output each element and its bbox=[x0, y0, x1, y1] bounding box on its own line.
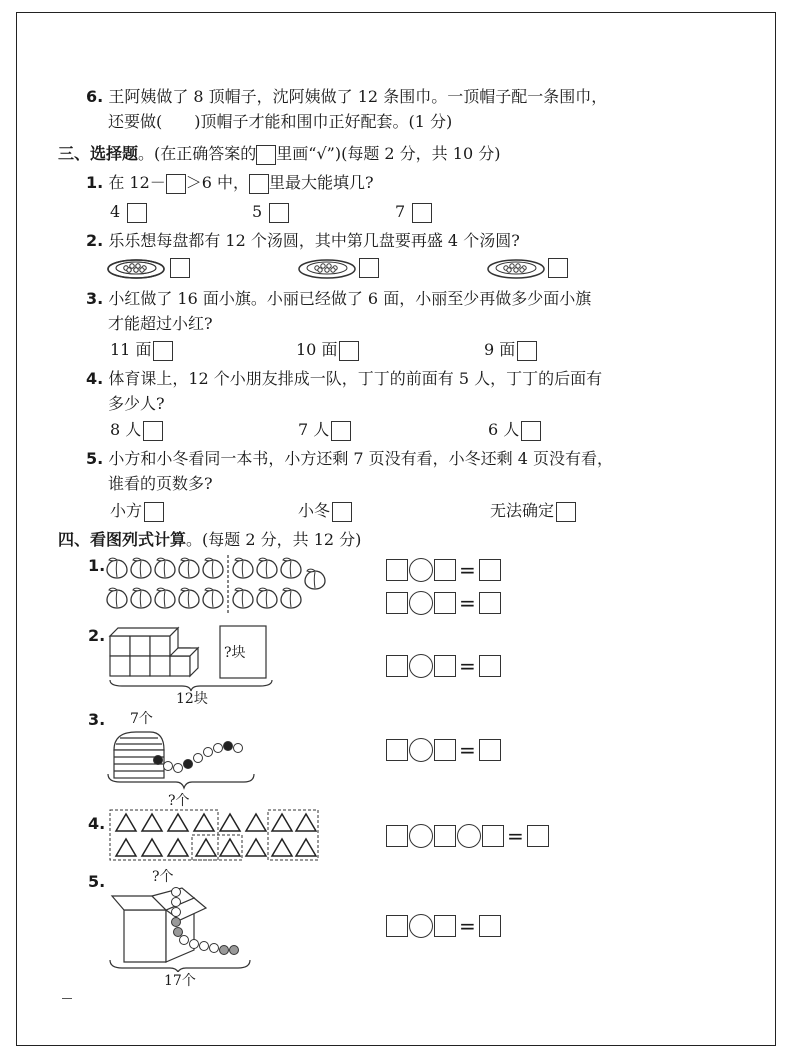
s3-q1-option-3 bbox=[395, 200, 432, 224]
option-label: 5 bbox=[252, 202, 263, 221]
equals-sign: = bbox=[507, 824, 524, 848]
answer-checkbox[interactable] bbox=[521, 421, 541, 441]
s4-q2-total-label: 12块 bbox=[176, 691, 208, 707]
answer-checkbox[interactable] bbox=[548, 258, 568, 278]
s4-q5-total-label: 17个 bbox=[164, 973, 196, 989]
operator-circle[interactable] bbox=[409, 824, 433, 848]
s3-q2-stem bbox=[86, 230, 520, 252]
s3-q5-line2: 谁看的页数多? bbox=[108, 474, 213, 493]
s4-q2-number: 2. bbox=[88, 626, 106, 645]
s4-q3-top-label: 7个 bbox=[130, 711, 153, 727]
s4-q5-equation bbox=[386, 914, 501, 938]
answer-box[interactable] bbox=[386, 655, 408, 677]
s4-q3-number: 3. bbox=[88, 710, 106, 729]
option-label: 无法确定 bbox=[490, 501, 555, 520]
s3-q1-text-c: 里最大能填几? bbox=[269, 173, 374, 192]
s3-q2-text: 乐乐想每盘都有 12 个汤圆，其中第几盘要再盛 4 个汤圆? bbox=[108, 231, 520, 250]
s3-q4-option-1 bbox=[110, 418, 163, 442]
blank-box bbox=[249, 174, 269, 194]
section4-note: 。(每题 2 分，共 12 分) bbox=[186, 530, 362, 549]
s4-q4-triangles-figure bbox=[108, 808, 326, 864]
s4-q5-top-label: ?个 bbox=[152, 869, 174, 885]
answer-checkbox[interactable] bbox=[127, 203, 147, 223]
section3-prefix: 三、 bbox=[58, 144, 91, 163]
s4-q5-number: 5. bbox=[88, 872, 106, 891]
option-label: 9 面 bbox=[484, 340, 516, 359]
s3-q5-option-1 bbox=[110, 499, 164, 523]
option-label: 6 人 bbox=[488, 420, 520, 439]
option-label: 10 面 bbox=[296, 340, 338, 359]
s3-q1-option-1 bbox=[110, 200, 147, 224]
answer-box[interactable] bbox=[386, 915, 408, 937]
equals-sign: = bbox=[459, 654, 476, 678]
s4-q5-box-figure bbox=[106, 880, 268, 972]
s3-q3-number: 3. bbox=[86, 289, 104, 308]
s3-q5-number: 5. bbox=[86, 449, 104, 468]
s4-q2-unknown-label: ?块 bbox=[224, 645, 246, 661]
s4-q3-box-figure bbox=[106, 724, 256, 790]
s3-q3-option-1 bbox=[110, 338, 173, 362]
answer-checkbox[interactable] bbox=[269, 203, 289, 223]
soup-plate-icon bbox=[486, 256, 548, 284]
operator-circle[interactable] bbox=[409, 558, 433, 582]
answer-box-sample bbox=[256, 145, 276, 165]
answer-box[interactable] bbox=[434, 592, 456, 614]
equals-sign: = bbox=[459, 738, 476, 762]
q6-number: 6. bbox=[86, 87, 104, 106]
q6-line1 bbox=[86, 86, 607, 108]
answer-checkbox[interactable] bbox=[517, 341, 537, 361]
section3-title: 选择题 bbox=[90, 144, 139, 163]
s4-q1-number: 1. bbox=[88, 556, 106, 575]
s3-q2-number: 2. bbox=[86, 231, 104, 250]
s4-q1-equation-1 bbox=[386, 558, 501, 582]
s3-q4-text-1: 体育课上，12 个小朋友排成一队，丁丁的前面有 5 人，丁丁的后面有 bbox=[108, 369, 603, 388]
answer-checkbox[interactable] bbox=[153, 341, 173, 361]
s3-q3-option-2 bbox=[296, 338, 359, 362]
soup-plate-icon bbox=[297, 256, 359, 284]
s3-q1-text-a: 在 12－ bbox=[108, 173, 166, 192]
option-label: 7 bbox=[395, 202, 406, 221]
q6-text-1: 王阿姨做了 8 顶帽子，沈阿姨做了 12 条围巾。一顶帽子配一条围巾， bbox=[108, 87, 608, 106]
operator-circle[interactable] bbox=[409, 738, 433, 762]
section4-header bbox=[58, 529, 361, 551]
s4-q1-equation-2 bbox=[386, 591, 501, 615]
equals-sign: = bbox=[459, 914, 476, 938]
section3-instr-a: 。(在正确答案的 bbox=[138, 144, 257, 163]
equals-sign: = bbox=[459, 591, 476, 615]
answer-box[interactable] bbox=[434, 559, 456, 581]
answer-box[interactable] bbox=[479, 592, 501, 614]
s3-q3-option-3 bbox=[484, 338, 537, 362]
s4-q4-equation bbox=[386, 824, 549, 848]
s3-q5-option-3 bbox=[490, 499, 576, 523]
answer-checkbox[interactable] bbox=[143, 421, 163, 441]
section3-header bbox=[58, 143, 500, 165]
answer-checkbox[interactable] bbox=[556, 502, 576, 522]
answer-checkbox[interactable] bbox=[412, 203, 432, 223]
s3-q4-option-2 bbox=[298, 418, 351, 442]
s3-q1-text-b: ＞6 中， bbox=[185, 173, 250, 192]
answer-checkbox[interactable] bbox=[170, 258, 190, 278]
s4-q2-blocks-figure bbox=[106, 624, 274, 684]
q6-line2: 还要做( )顶帽子才能和围巾正好配套。(1 分) bbox=[108, 112, 453, 131]
s4-q2-equation bbox=[386, 654, 501, 678]
s3-q3-line1 bbox=[86, 288, 591, 310]
s3-q4-line2: 多少人? bbox=[108, 394, 165, 413]
answer-box[interactable] bbox=[434, 915, 456, 937]
soup-plate-icon bbox=[106, 256, 168, 284]
answer-checkbox[interactable] bbox=[359, 258, 379, 278]
s3-q5-option-2 bbox=[298, 499, 352, 523]
answer-checkbox[interactable] bbox=[331, 421, 351, 441]
equals-sign: = bbox=[459, 558, 476, 582]
s3-q3-line2: 才能超过小红? bbox=[108, 314, 213, 333]
operator-circle[interactable] bbox=[409, 914, 433, 938]
answer-box[interactable] bbox=[527, 825, 549, 847]
operator-circle[interactable] bbox=[409, 591, 433, 615]
s3-q4-number: 4. bbox=[86, 369, 104, 388]
s3-q1-number: 1. bbox=[86, 173, 104, 192]
s3-q4-line1 bbox=[86, 368, 602, 390]
operator-circle[interactable] bbox=[457, 824, 481, 848]
operator-circle[interactable] bbox=[409, 654, 433, 678]
s4-q3-equation bbox=[386, 738, 501, 762]
answer-checkbox[interactable] bbox=[339, 341, 359, 361]
answer-box[interactable] bbox=[482, 825, 504, 847]
answer-box[interactable] bbox=[479, 559, 501, 581]
answer-box[interactable] bbox=[386, 825, 408, 847]
answer-box[interactable] bbox=[479, 915, 501, 937]
s4-q4-number: 4. bbox=[88, 814, 106, 833]
answer-box[interactable] bbox=[386, 592, 408, 614]
option-label: 8 人 bbox=[110, 420, 142, 439]
option-label: 7 人 bbox=[298, 420, 330, 439]
answer-checkbox[interactable] bbox=[144, 502, 164, 522]
section4-title: 看图列式计算 bbox=[90, 530, 187, 549]
option-label: 小冬 bbox=[298, 501, 331, 520]
s4-q1-peaches-figure bbox=[104, 554, 344, 616]
option-label: 小方 bbox=[110, 501, 143, 520]
s3-q5-text-1: 小方和小冬看同一本书，小方还剩 7 页没有看，小冬还剩 4 页没有看， bbox=[108, 449, 614, 468]
answer-box[interactable] bbox=[386, 739, 408, 761]
option-label: 11 面 bbox=[110, 340, 152, 359]
section3-instr-b: 里画“√”)(每题 2 分，共 10 分) bbox=[276, 144, 501, 163]
s4-q3-bottom-label: ?个 bbox=[168, 793, 190, 809]
s3-q1-stem bbox=[86, 172, 374, 194]
s3-q5-line1 bbox=[86, 448, 613, 470]
answer-box[interactable] bbox=[434, 655, 456, 677]
answer-box[interactable] bbox=[479, 739, 501, 761]
s3-q1-option-2 bbox=[252, 200, 289, 224]
answer-box[interactable] bbox=[434, 825, 456, 847]
answer-box[interactable] bbox=[386, 559, 408, 581]
s3-q4-option-3 bbox=[488, 418, 541, 442]
option-label: 4 bbox=[110, 202, 121, 221]
s3-q3-text-1: 小红做了 16 面小旗。小丽已经做了 6 面，小丽至少再做多少面小旗 bbox=[108, 289, 592, 308]
page-mark bbox=[62, 998, 72, 999]
section4-prefix: 四、 bbox=[58, 530, 91, 549]
answer-box[interactable] bbox=[434, 739, 456, 761]
answer-box[interactable] bbox=[479, 655, 501, 677]
blank-box bbox=[166, 174, 186, 194]
answer-checkbox[interactable] bbox=[332, 502, 352, 522]
